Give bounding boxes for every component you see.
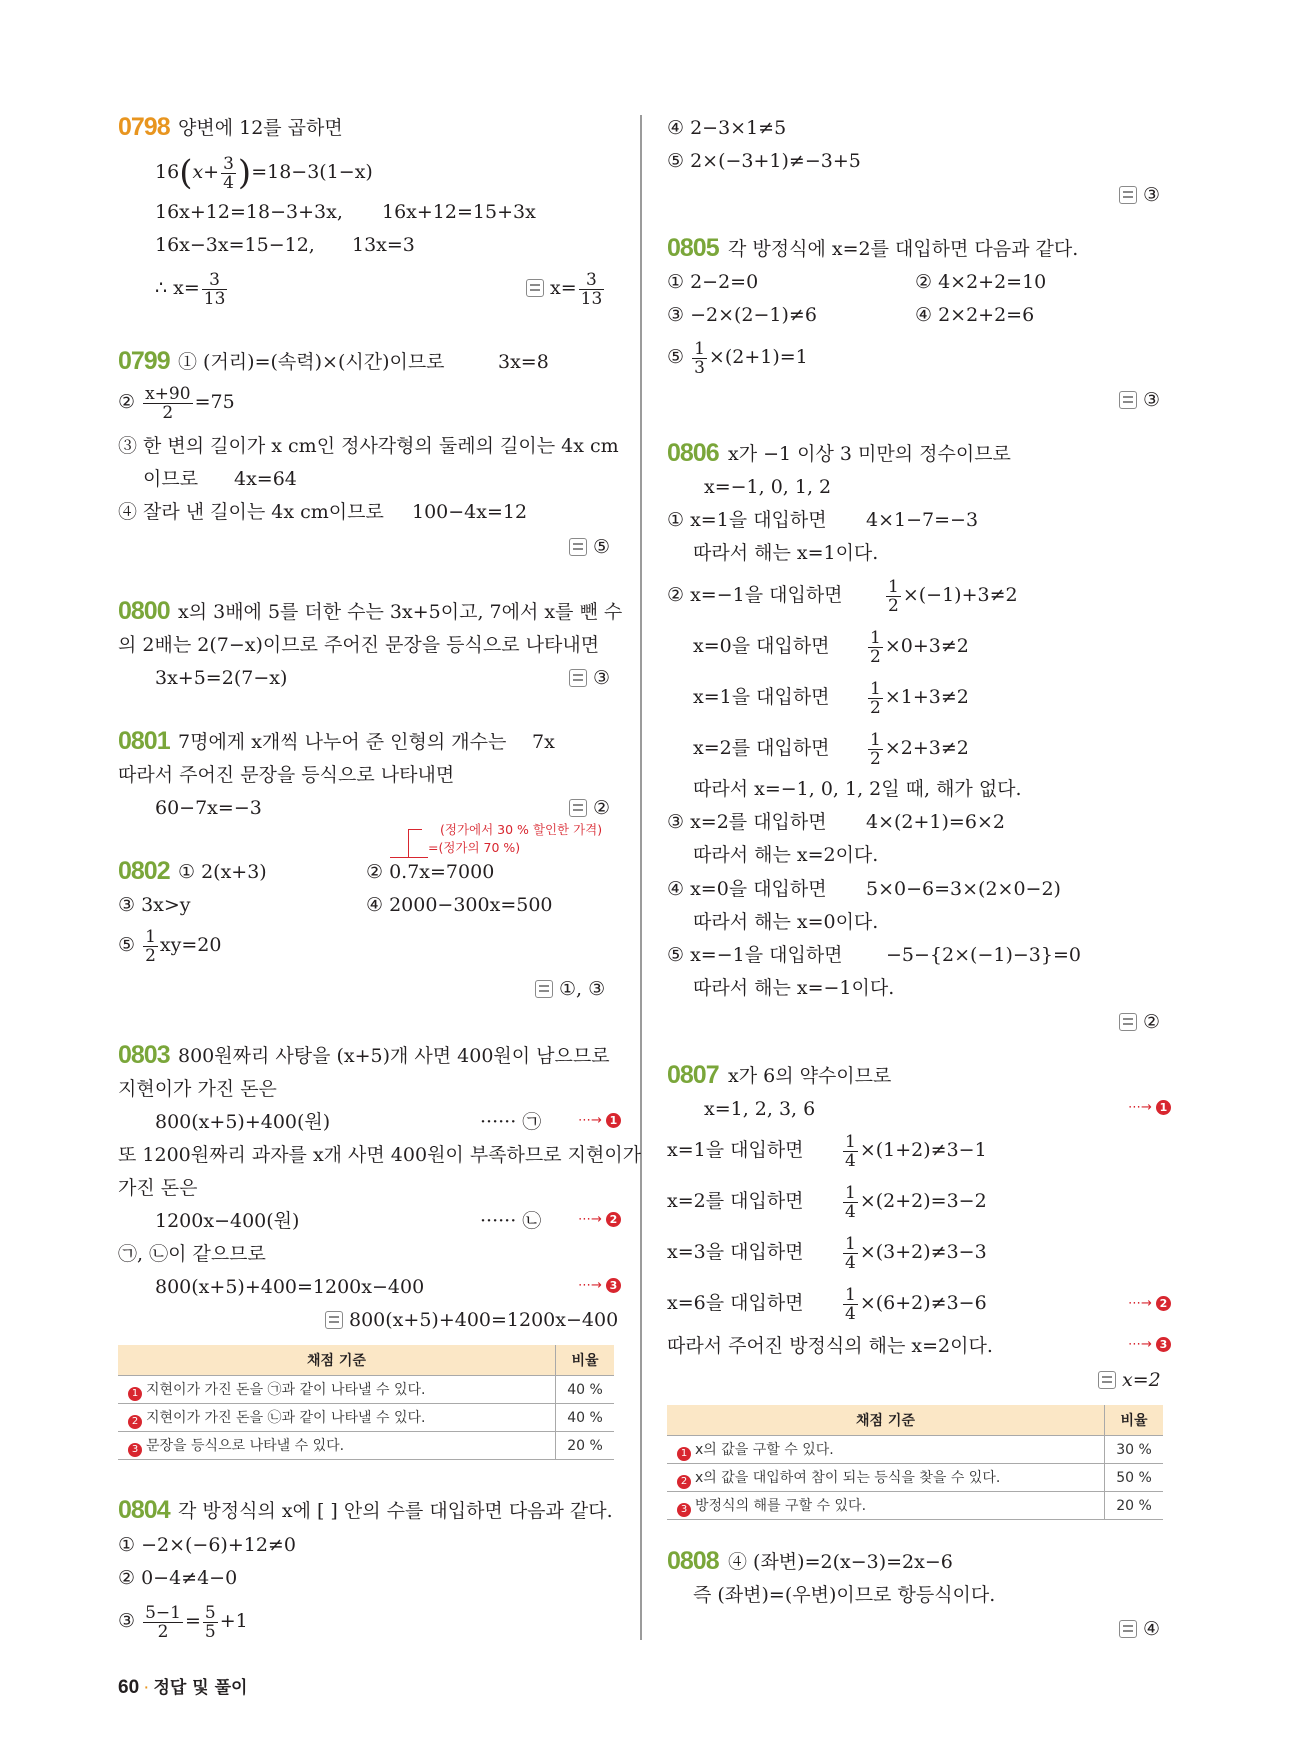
solution-text: 각 방정식에 x=2를 대입하면 다음과 같다. [728, 238, 1079, 260]
solution-text: ④ (좌변)=2(x−3)=2x−6 [728, 1551, 953, 1573]
answer: ② [1119, 1010, 1160, 1034]
step-marker: ⋯→ 2 [1128, 1296, 1171, 1311]
table-row: 2 지현이가 가진 돈을 ㉡과 같이 나타낼 수 있다. 40 % [118, 1404, 614, 1432]
table-header: 채점 기준 [118, 1345, 556, 1376]
step-marker: ⋯→ 3 [578, 1278, 621, 1293]
answer-icon [1119, 186, 1137, 204]
solution-text: x가 6의 약수이므로 [728, 1065, 892, 1087]
solution-text: x=6을 대입하면 [667, 1292, 804, 1314]
equation-line: 13x=3 [352, 234, 415, 256]
solution-text: ④ 잘라 낸 길이는 4x cm이므로 [118, 501, 384, 523]
table-row: 2 x의 값을 대입하여 참이 되는 등식을 찾을 수 있다. 50 % [667, 1464, 1163, 1492]
solution-text: ③ x=2를 대입하면 [667, 811, 827, 833]
option: ④ 2000−300x=500 [366, 894, 553, 916]
solution-text: x=2를 대입하면 [667, 1190, 804, 1212]
option: ② 0.7x=7000 [366, 861, 495, 883]
answer-icon [1098, 1371, 1116, 1389]
equation-line: 16x+12=15+3x [382, 201, 536, 223]
answer-icon [1119, 1013, 1137, 1031]
answer: ③ [1119, 183, 1160, 207]
problem-number: 0808 [667, 1547, 719, 1575]
problem-number: 0803 [118, 1041, 170, 1069]
footer-separator: · [143, 1677, 150, 1698]
solution-text: 따라서 해는 x=0이다. [693, 911, 879, 933]
equation-line: 5×0−6=3×(2×0−2) [866, 878, 1061, 900]
answer-icon [535, 980, 553, 998]
solution-text: ② x=−1을 대입하면 [667, 584, 843, 606]
answer-icon [325, 1311, 343, 1329]
option: ① 2−2=0 [667, 271, 759, 293]
footer-title: 정답 및 풀이 [153, 1678, 248, 1698]
solution-text: ③ 한 변의 길이가 x cm인 정사각형의 둘레의 길이는 4x cm [118, 435, 619, 457]
answer-icon [1119, 391, 1137, 409]
solution-text: ④ x=0을 대입하면 [667, 878, 827, 900]
solution-text: x=3을 대입하면 [667, 1241, 804, 1263]
solution-text: 따라서 주어진 방정식의 해는 x=2이다. [667, 1335, 993, 1357]
solution-text: 즉 (좌변)=(우변)이므로 항등식이다. [693, 1584, 996, 1606]
step-marker: ⋯→ 2 [578, 1212, 621, 1227]
annotation-line [408, 829, 409, 857]
table-row: 1 지현이가 가진 돈을 ㉠과 같이 나타낼 수 있다. 40 % [118, 1376, 614, 1404]
option: ④ 2−3×1≠5 [667, 117, 787, 139]
equation-line: 4×1−7=−3 [866, 509, 979, 531]
page-number: 60 [118, 1677, 140, 1698]
solution-text: x가 −1 이상 3 미만의 정수이므로 [728, 443, 1011, 465]
equation-line: $\frac{1}{2}$ ×(−1)+3≠2 [888, 576, 1018, 616]
answer: ② [569, 796, 610, 820]
solution-text: 따라서 해는 x=2이다. [693, 844, 879, 866]
equation-line: ② $\frac{x+90}{2}$ =75 [118, 383, 235, 423]
table-header: 비율 [1105, 1405, 1164, 1436]
solution-text: 따라서 해는 x=−1이다. [693, 977, 895, 999]
equation-line: 800(x+5)+400(원) [155, 1111, 331, 1133]
equation-line: 16x−3x=15−12, [155, 234, 315, 256]
equation-line: 3x+5=2(7−x) [155, 667, 288, 689]
equation-line: $\frac{1}{4}$ ×(6+2)≠3−6 [845, 1284, 987, 1324]
annotation-note: =(정가의 70 %) [428, 840, 521, 855]
solution-text: ① x=1을 대입하면 [667, 509, 827, 531]
equation-line: 4×(2+1)=6×2 [866, 811, 1005, 833]
equation-line: x=1, 2, 3, 6 [704, 1098, 816, 1120]
table-row: 1 x의 값을 구할 수 있다. 30 % [667, 1436, 1163, 1464]
problem-number: 0801 [118, 727, 170, 755]
solution-text: x=0을 대입하면 [693, 635, 830, 657]
equation-line: 16x+12=18−3+3x, [155, 201, 343, 223]
answer: ⑤ [569, 535, 610, 559]
column-divider [640, 115, 642, 1640]
option: ① −2×(−6)+12≠0 [118, 1534, 296, 1556]
solution-text: 또 1200원짜리 과자를 x개 사면 400원이 부족하므로 지현이가 [118, 1144, 642, 1166]
equation-line: 60−7x=−3 [155, 797, 262, 819]
equation-line: 16(x+ $\frac{3}{4}$ )=18−3(1−x) [155, 153, 373, 193]
solution-text: 이므로 [143, 468, 199, 490]
equation-line: 800(x+5)+400=1200x−400 [155, 1276, 425, 1298]
option: ⑤ 2×(−3+1)≠−3+5 [667, 150, 861, 172]
solution-text: 7명에게 x개씩 나누어 준 인형의 개수는 [178, 731, 507, 753]
equation-line: ∴ x= $\frac{3}{13}$ [155, 269, 226, 309]
problem-number: 0805 [667, 234, 719, 262]
answer: 800(x+5)+400=1200x−400 [325, 1308, 618, 1332]
option: ③ −2×(2−1)≠6 [667, 304, 817, 326]
table-header: 채점 기준 [667, 1405, 1105, 1436]
step-marker: ⋯→ 1 [578, 1113, 621, 1128]
solution-text: ㉠, ㉡이 같으므로 [118, 1243, 266, 1265]
solution-text: 따라서 x=−1, 0, 1, 2일 때, 해가 없다. [693, 778, 1022, 800]
answer: x= $\frac{3}{13}$ [526, 268, 606, 308]
option: ④ 2×2+2=6 [915, 304, 1035, 326]
answer-icon [569, 538, 587, 556]
problem-number: 0802 [118, 857, 170, 885]
answer-icon [526, 279, 544, 297]
problem-number: 0798 [118, 113, 170, 141]
equation-line: −5−{2×(−1)−3}=0 [886, 944, 1081, 966]
equation-line: $\frac{1}{4}$ ×(2+2)=3−2 [845, 1182, 987, 1222]
page-footer [118, 1673, 247, 1699]
step-marker: ⋯→ 1 [1128, 1100, 1171, 1115]
option: ③ $\frac{5-1}{2}$ = $\frac{5}{5}$ +1 [118, 1602, 248, 1642]
equation-line: $\frac{1}{2}$ ×0+3≠2 [870, 627, 969, 667]
table-row: 3 문장을 등식으로 나타낼 수 있다. 20 % [118, 1432, 614, 1460]
equation-marker: ······ ㉡ [480, 1210, 542, 1232]
solution-text: x의 3배에 5를 더한 수는 3x+5이고, 7에서 x를 뺀 수 [178, 601, 623, 623]
solution-text: 800원짜리 사탕을 (x+5)개 사면 400원이 남으므로 [178, 1045, 610, 1067]
solution-text: 양변에 12를 곱하면 [178, 117, 343, 139]
solution-text: 각 방정식의 x에 [ ] 안의 수를 대입하면 다음과 같다. [178, 1500, 613, 1522]
answer: ③ [1119, 388, 1160, 412]
solution-text: x=1을 대입하면 [693, 686, 830, 708]
equation-line: $\frac{1}{2}$ ×1+3≠2 [870, 678, 969, 718]
answer-icon [569, 799, 587, 817]
annotation-line [408, 829, 422, 830]
solution-text: x=2를 대입하면 [693, 737, 830, 759]
answer: ③ [569, 666, 610, 690]
solution-text: x=1을 대입하면 [667, 1139, 804, 1161]
answer: ①, ③ [535, 977, 605, 1001]
option: ③ 3x>y [118, 894, 191, 916]
option: ② 0−4≠4−0 [118, 1567, 238, 1589]
equation-line: $\frac{1}{2}$ ×2+3≠2 [870, 729, 969, 769]
equation-line: 1200x−400(원) [155, 1210, 300, 1232]
table-row: 3 방정식의 해를 구할 수 있다. 20 % [667, 1492, 1163, 1520]
option: ⑤ $\frac{1}{3}$ ×(2+1)=1 [667, 338, 808, 378]
answer: ④ [1119, 1617, 1160, 1641]
grading-table [667, 1405, 1163, 1520]
solution-text: 따라서 해는 x=1이다. [693, 542, 879, 564]
equation-line: 3x=8 [498, 351, 549, 373]
equation-line: 100−4x=12 [412, 501, 528, 523]
step-marker: ⋯→ 3 [1128, 1337, 1171, 1352]
equation-line: x=−1, 0, 1, 2 [704, 476, 832, 498]
option: ② 4×2+2=10 [915, 271, 1047, 293]
grading-table [118, 1345, 614, 1460]
answer-icon [1119, 1620, 1137, 1638]
option: ⑤ $\frac{1}{2}$ xy=20 [118, 926, 222, 966]
equation-line: $\frac{1}{4}$ ×(1+2)≠3−1 [845, 1131, 987, 1171]
problem-number: 0806 [667, 439, 719, 467]
problem-number: 0799 [118, 347, 170, 375]
problem-number: 0800 [118, 597, 170, 625]
solution-text: 의 2배는 2(7−x)이므로 주어진 문장을 등식으로 나타내면 [118, 634, 600, 656]
problem-number: 0807 [667, 1061, 719, 1089]
annotation-line [390, 857, 428, 858]
equation-line: 7x [532, 731, 555, 753]
problem-number: 0804 [118, 1496, 170, 1524]
equation-line: 4x=64 [234, 468, 297, 490]
equation-marker: ······ ㉠ [480, 1111, 542, 1133]
table-header: 비율 [556, 1345, 615, 1376]
solution-text: 따라서 주어진 문장을 등식으로 나타내면 [118, 764, 455, 786]
solution-text: ⑤ x=−1을 대입하면 [667, 944, 843, 966]
annotation-note: (정가에서 30 % 할인한 가격) [440, 822, 603, 837]
solution-text: ① (거리)=(속력)×(시간)이므로 [178, 351, 445, 373]
solution-text: 지현이가 가진 돈은 [118, 1078, 277, 1100]
solution-text: 가진 돈은 [118, 1177, 198, 1199]
answer: x=2 [1098, 1368, 1161, 1392]
answer-icon [569, 669, 587, 687]
option: ① 2(x+3) [178, 861, 267, 883]
equation-line: $\frac{1}{4}$ ×(3+2)≠3−3 [845, 1233, 987, 1273]
